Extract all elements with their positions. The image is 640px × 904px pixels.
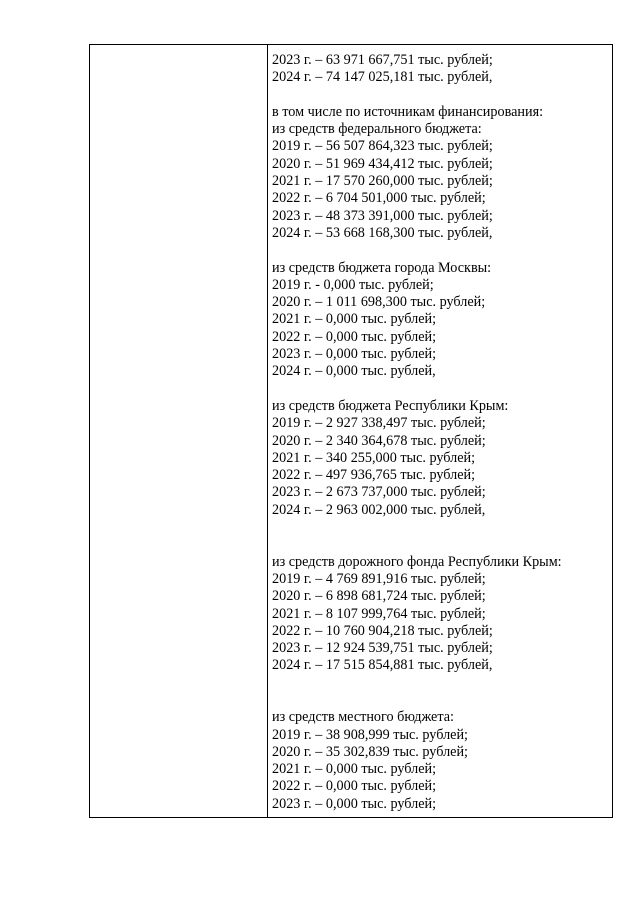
local-line: 2020 г. – 35 302,839 тыс. рублей; [272, 743, 468, 760]
funding-table [89, 44, 613, 818]
local-heading: из средств местного бюджета: [272, 709, 454, 726]
moscow-line: 2020 г. – 1 011 698,300 тыс. рублей; [272, 294, 486, 311]
local-line: 2022 г. – 0,000 тыс. рублей; [272, 778, 437, 795]
moscow-line: 2019 г. - 0,000 тыс. рублей; [272, 276, 434, 293]
moscow-line: 2022 г. – 0,000 тыс. рублей; [272, 328, 437, 345]
crimea-line: 2024 г. – 2 963 002,000 тыс. рублей, [272, 501, 486, 518]
crimea-line: 2022 г. – 497 936,765 тыс. рублей; [272, 467, 476, 484]
federal-line: 2022 г. – 6 704 501,000 тыс. рублей; [272, 190, 486, 207]
spacer [272, 519, 612, 554]
road-fund-line: 2020 г. – 6 898 681,724 тыс. рублей; [272, 588, 486, 605]
federal-line: 2023 г. – 48 373 391,000 тыс. рублей; [272, 207, 493, 224]
spacer [272, 381, 612, 398]
crimea-line: 2023 г. – 2 673 737,000 тыс. рублей; [272, 484, 486, 501]
road-fund-line: 2022 г. – 10 760 904,218 тыс. рублей; [272, 622, 493, 639]
crimea-line: 2021 г. – 340 255,000 тыс. рублей; [272, 449, 476, 466]
federal-line: 2024 г. – 53 668 168,300 тыс. рублей, [272, 224, 493, 241]
road-fund-heading: из средств дорожного фонда Республики Крым: [272, 553, 562, 570]
road-fund-line: 2021 г. – 8 107 999,764 тыс. рублей; [272, 605, 486, 622]
federal-line: 2019 г. – 56 507 864,323 тыс. рублей; [272, 138, 493, 155]
local-line: 2023 г. – 0,000 тыс. рублей; [272, 795, 437, 812]
crimea-line: 2020 г. – 2 340 364,678 тыс. рублей; [272, 432, 486, 449]
spacer [272, 242, 612, 259]
totals-line-2024: 2024 г. – 74 147 025,181 тыс. рублей, [272, 69, 493, 86]
road-fund-line: 2023 г. – 12 924 539,751 тыс. рублей; [272, 640, 493, 657]
moscow-heading: из средств бюджета города Москвы: [272, 259, 492, 276]
federal-line: 2020 г. – 51 969 434,412 тыс. рублей; [272, 155, 493, 172]
table-left-cell [90, 45, 268, 817]
moscow-line: 2024 г. – 0,000 тыс. рублей, [272, 363, 436, 380]
moscow-line: 2021 г. – 0,000 тыс. рублей; [272, 311, 437, 328]
local-line: 2021 г. – 0,000 тыс. рублей; [272, 761, 437, 778]
spacer [272, 675, 612, 710]
moscow-line: 2023 г. – 0,000 тыс. рублей; [272, 346, 437, 363]
totals-line-2023: 2023 г. – 63 971 667,751 тыс. рублей; [272, 52, 493, 68]
spacer [272, 87, 612, 104]
road-fund-line: 2024 г. – 17 515 854,881 тыс. рублей, [272, 657, 493, 674]
table-right-cell [268, 45, 612, 817]
federal-heading: из средств федерального бюджета: [272, 121, 482, 138]
sources-intro: в том числе по источникам финансирования: [272, 103, 544, 120]
federal-line: 2021 г. – 17 570 260,000 тыс. рублей; [272, 173, 493, 190]
crimea-line: 2019 г. – 2 927 338,497 тыс. рублей; [272, 415, 486, 432]
crimea-heading: из средств бюджета Республики Крым: [272, 397, 509, 414]
road-fund-line: 2019 г. – 4 769 891,916 тыс. рублей; [272, 570, 486, 587]
local-line: 2019 г. – 38 908,999 тыс. рублей; [272, 726, 468, 743]
